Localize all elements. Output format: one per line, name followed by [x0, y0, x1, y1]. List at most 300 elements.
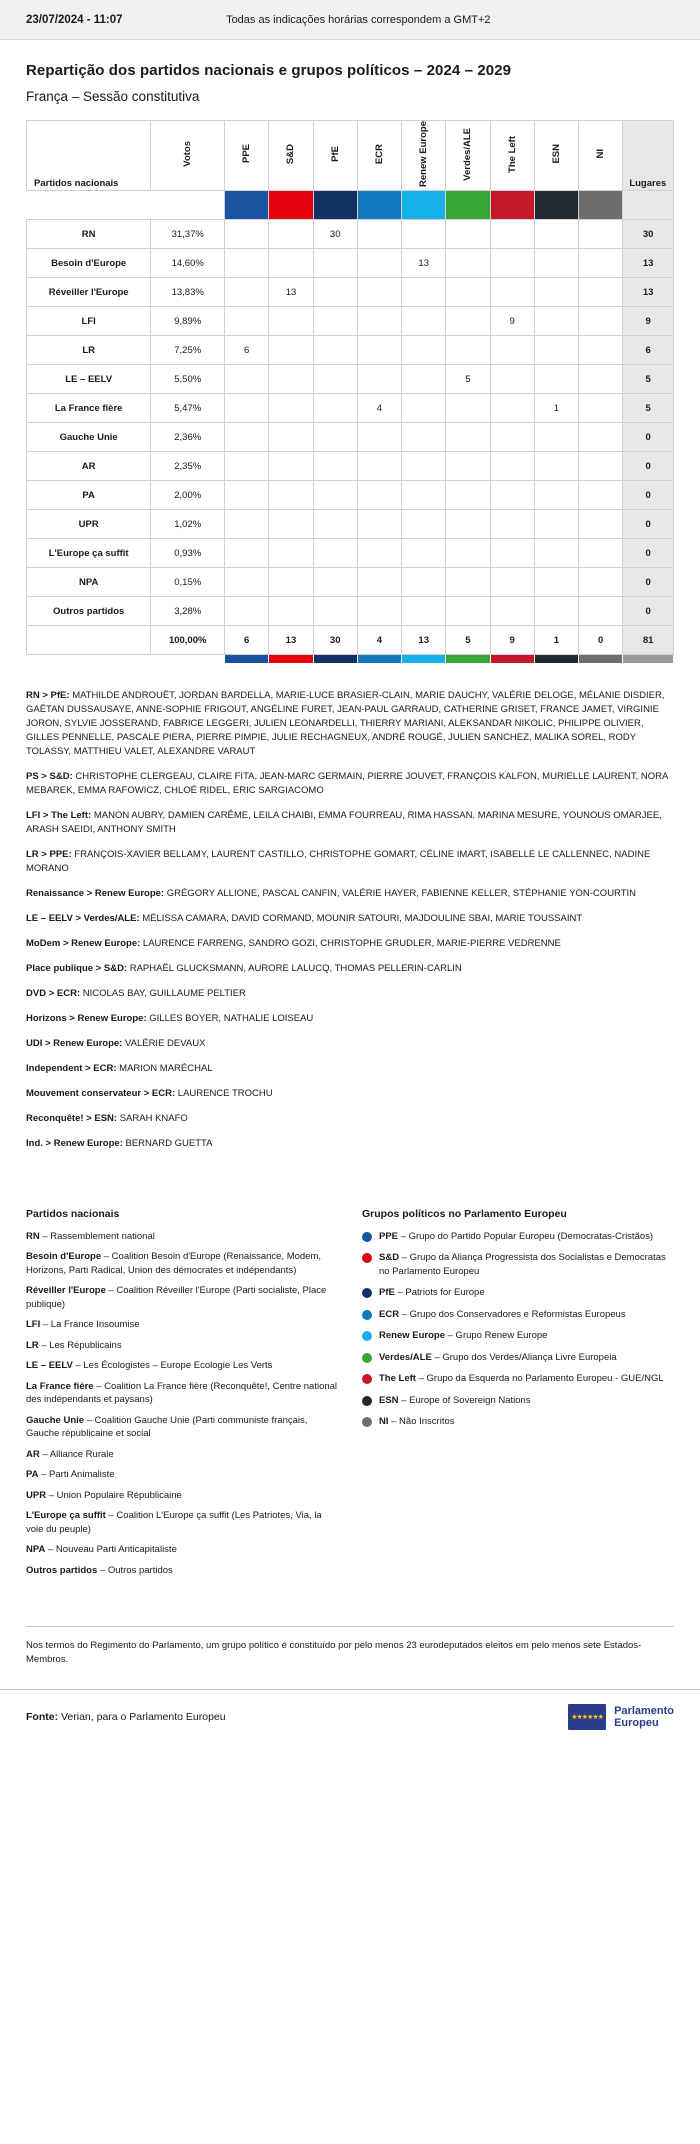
row-seats-re [402, 539, 446, 568]
row-seats-pfe [313, 597, 357, 626]
row-seats-verts [446, 336, 490, 365]
row-seats-re [402, 220, 446, 249]
row-seats-left [490, 452, 534, 481]
row-seats-ni [579, 597, 623, 626]
group-color-dot-icon [362, 1253, 372, 1263]
header-group-pfe: PfE [313, 121, 357, 191]
row-seats-ni [579, 568, 623, 597]
row-seats-ecr [357, 278, 401, 307]
delegation-head: LE – EELV > Verdes/ALE: [26, 912, 140, 924]
header-party: Partidos nacionais [27, 121, 151, 191]
delegation-entry [26, 848, 674, 876]
row-seats-pfe [313, 481, 357, 510]
row-seats-left [490, 278, 534, 307]
delegation-entry [26, 1137, 674, 1151]
table-row [27, 365, 674, 394]
row-seats-left [490, 336, 534, 365]
delegation-members: MATHILDE ANDROUËT, JORDAN BARDELLA, MARIE-LUCE BRASIER-CLAIN, MARIE DAUCHY, VALÉRIE DELOGE, MÉLANIE DISDIER, GAËTAN DUSSAUSAYE, ANNE-SOPHIE FRIGOUT, ANGÉLINE FURET, JEAN-PAUL GARRAUD, CATHERINE GRISET, FRANCE JAMET, VIRGINIE JORON, SYLVIE JOSSERAND, FABRICE LEGGERI, JULIEN LEONARDELLI, THIERRY MARIANI, ALEKSANDAR NIKOLIC, PHILIPPE OLIVIER, GILLES PENNELLE, PASCALE PIERA, PIERRE PIMPIE, JULIE RECHAGNEUX, ANDRÉ ROUGÉ, JULIEN SANCHEZ, MALIKA SOREL, RODY TOLASSY, MATTHIEU VALET, ALEXANDRE VARAUT [26, 689, 665, 757]
row-seats-pfe [313, 452, 357, 481]
table-row [27, 336, 674, 365]
row-seats-ni [579, 481, 623, 510]
row-seats-verts [446, 597, 490, 626]
row-votes: 7,25% [151, 336, 225, 365]
bottombar-ni [579, 655, 623, 663]
row-seats-pfe [313, 568, 357, 597]
legend-party-desc: – Coalition Gauche Unie (Parti communiste français, Gauche républicaine et social [26, 1414, 308, 1439]
bottombar-spacer [151, 655, 225, 663]
total-seats-ecr: 4 [357, 626, 401, 655]
colorbar-ppe [225, 191, 269, 220]
legend-group-text [379, 1351, 617, 1365]
legend-group-item [362, 1329, 674, 1343]
row-votes: 0,93% [151, 539, 225, 568]
legend-party-item [26, 1414, 338, 1441]
legend-group-abbr: PfE [379, 1287, 395, 1298]
total-votes: 100,00% [151, 626, 225, 655]
row-total-seats: 6 [623, 336, 674, 365]
row-seats-sd [269, 510, 313, 539]
delegation-head: RN > PfE: [26, 689, 70, 701]
row-total-seats: 0 [623, 568, 674, 597]
legend-section [0, 1162, 700, 1585]
delegation-entry [26, 937, 674, 951]
group-color-dot-icon [362, 1374, 372, 1384]
legend-party-desc: – Outros partidos [97, 1564, 173, 1576]
legend-party-item [26, 1250, 338, 1277]
delegation-members: BERNARD GUETTA [122, 1137, 213, 1149]
delegation-head: LFI > The Left: [26, 809, 92, 821]
total-seats-verts: 5 [446, 626, 490, 655]
heading-block [0, 40, 700, 104]
row-votes: 14,60% [151, 249, 225, 278]
row-seats-verts [446, 394, 490, 423]
legend-group-abbr: The Left [379, 1373, 416, 1384]
row-seats-re [402, 336, 446, 365]
legend-group-text [379, 1394, 531, 1408]
row-seats-left [490, 568, 534, 597]
row-seats-pfe [313, 510, 357, 539]
table-row [27, 278, 674, 307]
row-seats-re [402, 365, 446, 394]
delegation-head: PS > S&D: [26, 770, 73, 782]
row-total-seats: 9 [623, 307, 674, 336]
header-seats: Lugares [623, 121, 674, 191]
row-seats-sd [269, 336, 313, 365]
legend-party-abbr: L'Europe ça suffit [26, 1510, 106, 1521]
row-seats-pfe [313, 278, 357, 307]
bottom-color-bar [27, 655, 674, 663]
delegations-list [0, 663, 700, 1151]
row-seats-esn [534, 365, 578, 394]
row-party-name: RN [27, 220, 151, 249]
legend-party-desc: – Les Républicains [38, 1339, 122, 1351]
total-seats-pfe: 30 [313, 626, 357, 655]
row-party-name: LR [27, 336, 151, 365]
delegation-entry [26, 809, 674, 837]
legend-groups-title: Grupos políticos no Parlamento Europeu [362, 1207, 567, 1220]
colorbar-verts [446, 191, 490, 220]
row-seats-pfe [313, 423, 357, 452]
row-party-name: La France fière [27, 394, 151, 423]
legend-party-item [26, 1284, 338, 1311]
header-group-ni: NI [579, 121, 623, 191]
row-seats-sd [269, 568, 313, 597]
row-seats-ecr [357, 481, 401, 510]
row-total-seats: 0 [623, 481, 674, 510]
row-seats-re [402, 481, 446, 510]
legend-party-item [26, 1468, 338, 1482]
row-seats-verts [446, 539, 490, 568]
legend-groups-col [362, 1208, 674, 1585]
bottombar-spacer [27, 655, 151, 663]
row-total-seats: 0 [623, 597, 674, 626]
delegation-entry [26, 987, 674, 1001]
row-seats-ppe: 6 [225, 336, 269, 365]
header-group-ppe: PPE [225, 121, 269, 191]
row-party-name: Outros partidos [27, 597, 151, 626]
delegation-members: FRANÇOIS-XAVIER BELLAMY, LAURENT CASTILLO, CHRISTOPHE GOMART, CÉLINE IMART, ISABELLE LE CALLENNEC, NADINE MORANO [26, 848, 651, 874]
row-seats-left [490, 249, 534, 278]
table-row [27, 249, 674, 278]
delegation-entry [26, 887, 674, 901]
footnote: Nos termos do Regimento do Parlamento, um grupo político é constituído por pelo menos 23 eurodeputados eleitos em pelo menos sete Estados-Membros. [26, 1626, 674, 1667]
header-group-left: The Left [490, 121, 534, 191]
delegation-head: DVD > ECR: [26, 987, 81, 999]
total-seats-left: 9 [490, 626, 534, 655]
seat-distribution-table [26, 120, 674, 663]
legend-party-desc: – Parti Animaliste [38, 1469, 115, 1480]
row-seats-pfe [313, 249, 357, 278]
row-seats-pfe [313, 394, 357, 423]
timezone-note: Todas as indicações horárias correspondem a GMT+2 [226, 13, 491, 26]
table-row [27, 539, 674, 568]
row-seats-sd [269, 539, 313, 568]
row-votes: 1,02% [151, 510, 225, 539]
row-seats-re [402, 568, 446, 597]
row-party-name: Besoin d'Europe [27, 249, 151, 278]
row-seats-verts [446, 220, 490, 249]
row-seats-ppe [225, 394, 269, 423]
row-seats-ecr [357, 452, 401, 481]
legend-party-item [26, 1543, 338, 1557]
row-seats-verts [446, 452, 490, 481]
colorbar-pfe [313, 191, 357, 220]
row-votes: 2,35% [151, 452, 225, 481]
table-header-row [27, 121, 674, 191]
legend-party-desc: – Les Écologistes – Europe Ecologie Les Verts [72, 1360, 273, 1371]
row-seats-pfe: 30 [313, 220, 357, 249]
row-seats-ppe [225, 423, 269, 452]
legend-group-text [379, 1415, 455, 1429]
row-votes: 5,50% [151, 365, 225, 394]
header-group-esn: ESN [534, 121, 578, 191]
row-seats-left [490, 597, 534, 626]
delegation-head: LR > PPE: [26, 848, 72, 860]
row-seats-left: 9 [490, 307, 534, 336]
delegation-members: MARION MARÉCHAL [116, 1062, 213, 1074]
colorbar-re [402, 191, 446, 220]
row-total-seats: 13 [623, 278, 674, 307]
legend-group-abbr: Verdes/ALE [379, 1351, 432, 1363]
table-row [27, 220, 674, 249]
row-seats-ecr [357, 510, 401, 539]
row-seats-verts [446, 307, 490, 336]
delegation-members: SARAH KNAFO [117, 1112, 188, 1124]
table-row [27, 510, 674, 539]
header-votes: Votos [151, 121, 225, 191]
bottombar-pfe [313, 655, 357, 663]
delegation-members: NICOLAS BAY, GUILLAUME PELTIER [80, 987, 246, 999]
row-seats-ecr [357, 307, 401, 336]
legend-group-desc: – Grupo do Partido Popular Europeu (Democratas-Cristãos) [398, 1230, 654, 1242]
total-seats-sd: 13 [269, 626, 313, 655]
delegation-entry [26, 1087, 674, 1101]
colorbar-ecr [357, 191, 401, 220]
legend-party-abbr: Réveiller l'Europe [26, 1285, 106, 1296]
total-seats-ni: 0 [579, 626, 623, 655]
row-party-name: Gauche Unie [27, 423, 151, 452]
row-seats-ni [579, 539, 623, 568]
row-party-name: NPA [27, 568, 151, 597]
delegation-head: Ind. > Renew Europe: [26, 1137, 123, 1149]
delegation-entry [26, 962, 674, 976]
row-party-name: UPR [27, 510, 151, 539]
delegation-entry [26, 770, 674, 798]
legend-group-abbr: ECR [379, 1308, 400, 1320]
page-title: Repartição dos partidos nacionais e grupos políticos – 2024 – 2029 [26, 62, 512, 79]
legend-party-abbr: AR [26, 1448, 40, 1460]
row-seats-re [402, 452, 446, 481]
delegation-entry [26, 1037, 674, 1051]
row-total-seats: 5 [623, 365, 674, 394]
row-seats-sd [269, 220, 313, 249]
legend-group-desc: – Grupo da Esquerda no Parlamento Europeu - GUE/NGL [415, 1373, 664, 1384]
legend-party-desc: – Coalition Réveiller l'Europe (Parti socialiste, Place publique) [26, 1285, 327, 1310]
row-seats-esn [534, 568, 578, 597]
total-seats-esn: 1 [534, 626, 578, 655]
row-seats-esn [534, 249, 578, 278]
row-seats-esn [534, 539, 578, 568]
row-seats-esn [534, 423, 578, 452]
row-seats-ni [579, 278, 623, 307]
delegation-members: CHRISTOPHE CLERGEAU, CLAIRE FITA, JEAN-MARC GERMAIN, PIERRE JOUVET, FRANÇOIS KALFON, MURIELLE LAURENT, NORA MEBAREK, EMMA RAFOWICZ, CHLOÉ RIDEL, ERIC SARGIACOMO [26, 770, 668, 796]
row-seats-re [402, 394, 446, 423]
row-seats-pfe [313, 539, 357, 568]
row-seats-verts [446, 510, 490, 539]
row-seats-sd [269, 249, 313, 278]
header-group-sd: S&D [269, 121, 313, 191]
row-seats-verts [446, 481, 490, 510]
row-seats-ppe [225, 365, 269, 394]
logo-text [614, 1705, 674, 1729]
legend-party-abbr: LFI [26, 1319, 41, 1330]
source-bar [0, 1689, 700, 1750]
row-seats-esn [534, 481, 578, 510]
row-seats-left [490, 423, 534, 452]
row-seats-ecr [357, 336, 401, 365]
table-row [27, 568, 674, 597]
row-seats-sd: 13 [269, 278, 313, 307]
legend-party-desc: – La France Insoumise [40, 1319, 140, 1330]
legend-party-desc: – Rassemblement national [39, 1230, 155, 1242]
legend-party-item [26, 1339, 338, 1353]
row-seats-left [490, 481, 534, 510]
legend-group-text [379, 1230, 653, 1244]
delegation-members: LAURENCE TROCHU [175, 1087, 273, 1099]
legend-parties-col [26, 1208, 338, 1585]
group-color-dot-icon [362, 1353, 372, 1363]
row-party-name: AR [27, 452, 151, 481]
colorbar-seats [623, 191, 674, 220]
row-seats-pfe [313, 307, 357, 336]
row-votes: 0,15% [151, 568, 225, 597]
table-total-row [27, 626, 674, 655]
legend-party-desc: – Coalition L'Europe ça suffit (Les Patriotes, Via, la voie du peuple) [26, 1510, 322, 1535]
row-seats-ni [579, 365, 623, 394]
legend-group-abbr: Renew Europe [379, 1330, 445, 1341]
legend-group-abbr: PPE [379, 1230, 399, 1242]
parliament-logo [568, 1704, 674, 1730]
group-color-dot-icon [362, 1417, 372, 1427]
row-seats-esn [534, 220, 578, 249]
delegation-head: Mouvement conservateur > ECR: [26, 1087, 176, 1099]
row-seats-sd [269, 597, 313, 626]
row-seats-left [490, 394, 534, 423]
row-seats-ppe [225, 597, 269, 626]
bottombar-ppe [225, 655, 269, 663]
delegation-head: Independent > ECR: [26, 1062, 117, 1074]
row-seats-re [402, 278, 446, 307]
table-row [27, 307, 674, 336]
header-group-ecr: ECR [357, 121, 401, 191]
colorbar-spacer [27, 191, 151, 220]
table-row [27, 394, 674, 423]
row-seats-left [490, 539, 534, 568]
source-text [26, 1711, 226, 1723]
legend-party-desc: – Alliance Rurale [39, 1448, 114, 1460]
delegation-members: MANON AUBRY, DAMIEN CARÊME, LEILA CHAIBI, EMMA FOURREAU, RIMA HASSAN, MARINA MESURE, YOUNOUS OMARJEE, ARASH SAEIDI, ANTHONY SMITH [26, 809, 662, 835]
legend-group-item [362, 1251, 674, 1278]
legend-party-desc: – Coalition La France fière (Reconquête!, Centre national des indépendants et paysans) [26, 1380, 338, 1405]
group-color-dot-icon [362, 1232, 372, 1242]
row-votes: 13,83% [151, 278, 225, 307]
colorbar-ni [579, 191, 623, 220]
legend-party-item [26, 1564, 338, 1578]
legend-party-abbr: Outros partidos [26, 1564, 98, 1576]
legend-party-desc: – Coalition Besoin d'Europe (Renaissance, Modem, Horizons, Parti Radical, Union des démocrates et indépendants) [26, 1251, 322, 1276]
row-seats-verts [446, 278, 490, 307]
row-votes: 3,28% [151, 597, 225, 626]
legend-group-desc: – Grupo dos Verdes/Aliança Livre Europeia [431, 1351, 617, 1363]
legend-group-item [362, 1286, 674, 1300]
row-seats-left [490, 365, 534, 394]
legend-group-desc: – Patriots for Europe [394, 1287, 485, 1298]
delegation-head: MoDem > Renew Europe: [26, 937, 141, 949]
header-group-re: Renew Europe [402, 121, 446, 191]
total-seats-ppe: 6 [225, 626, 269, 655]
row-seats-esn [534, 452, 578, 481]
legend-party-abbr: RN [26, 1230, 40, 1242]
delegation-entry [26, 1012, 674, 1026]
delegation-head: Renaissance > Renew Europe: [26, 887, 165, 899]
row-seats-esn [534, 336, 578, 365]
row-total-seats: 5 [623, 394, 674, 423]
seat-distribution-table-wrap [0, 120, 700, 663]
legend-group-text [379, 1286, 485, 1300]
row-seats-ppe [225, 307, 269, 336]
legend-group-item [362, 1308, 674, 1322]
row-seats-ni [579, 423, 623, 452]
row-total-seats: 0 [623, 423, 674, 452]
bottombar-left [490, 655, 534, 663]
table-row [27, 452, 674, 481]
row-seats-ni [579, 249, 623, 278]
row-total-seats: 13 [623, 249, 674, 278]
legend-party-abbr: UPR [26, 1489, 47, 1501]
row-seats-sd [269, 452, 313, 481]
row-party-name: PA [27, 481, 151, 510]
row-votes: 31,37% [151, 220, 225, 249]
row-seats-ppe [225, 220, 269, 249]
row-seats-sd [269, 423, 313, 452]
header-group-verts: Verdes/ALE [446, 121, 490, 191]
row-seats-sd [269, 394, 313, 423]
top-bar [0, 0, 700, 40]
table-row [27, 481, 674, 510]
row-seats-re: 13 [402, 249, 446, 278]
row-seats-ppe [225, 539, 269, 568]
legend-group-item [362, 1372, 674, 1386]
legend-group-text [379, 1372, 664, 1386]
legend-party-abbr: La France fière [26, 1380, 94, 1392]
legend-party-abbr: LR [26, 1339, 39, 1351]
delegation-entry [26, 1062, 674, 1076]
bottombar-ecr [357, 655, 401, 663]
row-seats-esn [534, 510, 578, 539]
row-seats-ni [579, 452, 623, 481]
legend-group-abbr: ESN [379, 1394, 399, 1406]
legend-group-text [379, 1251, 674, 1278]
total-seats-re: 13 [402, 626, 446, 655]
delegation-entry [26, 689, 674, 759]
row-seats-verts [446, 249, 490, 278]
row-seats-verts: 5 [446, 365, 490, 394]
group-color-bar [27, 191, 674, 220]
row-total-seats: 0 [623, 510, 674, 539]
row-seats-sd [269, 481, 313, 510]
legend-group-desc: – Grupo da Aliança Progressista dos Socialistas e Democratas no Parlamento Europeu [379, 1252, 666, 1277]
delegation-members: MÉLISSA CAMARA, DAVID CORMAND, MOUNIR SATOURI, MAJDOULINE SBAI, MARIE TOUSSAINT [139, 912, 583, 924]
legend-group-desc: – Europe of Sovereign Nations [398, 1394, 531, 1406]
colorbar-sd [269, 191, 313, 220]
legend-group-text [379, 1329, 547, 1343]
row-seats-sd [269, 365, 313, 394]
row-total-seats: 30 [623, 220, 674, 249]
legend-group-text [379, 1308, 626, 1322]
datetime-label: 23/07/2024 - 11:07 [26, 13, 123, 26]
legend-group-abbr: S&D [379, 1252, 400, 1263]
legend-parties-title: Partidos nacionais [26, 1207, 120, 1220]
legend-party-item [26, 1509, 338, 1536]
row-seats-ppe [225, 510, 269, 539]
delegation-members: LAURENCE FARRENG, SANDRO GOZI, CHRISTOPHE GRUDLER, MARIE-PIERRE VEDRENNE [140, 937, 561, 949]
total-label [27, 626, 151, 655]
legend-party-abbr: PA [26, 1469, 39, 1480]
delegation-members: GRÉGORY ALLIONE, PASCAL CANFIN, VALÉRIE HAYER, FABIENNE KELLER, STÉPHANIE YON-COURTIN [164, 887, 637, 899]
legend-group-item [362, 1230, 674, 1244]
row-seats-re [402, 423, 446, 452]
source-label: Fonte: [26, 1711, 59, 1723]
